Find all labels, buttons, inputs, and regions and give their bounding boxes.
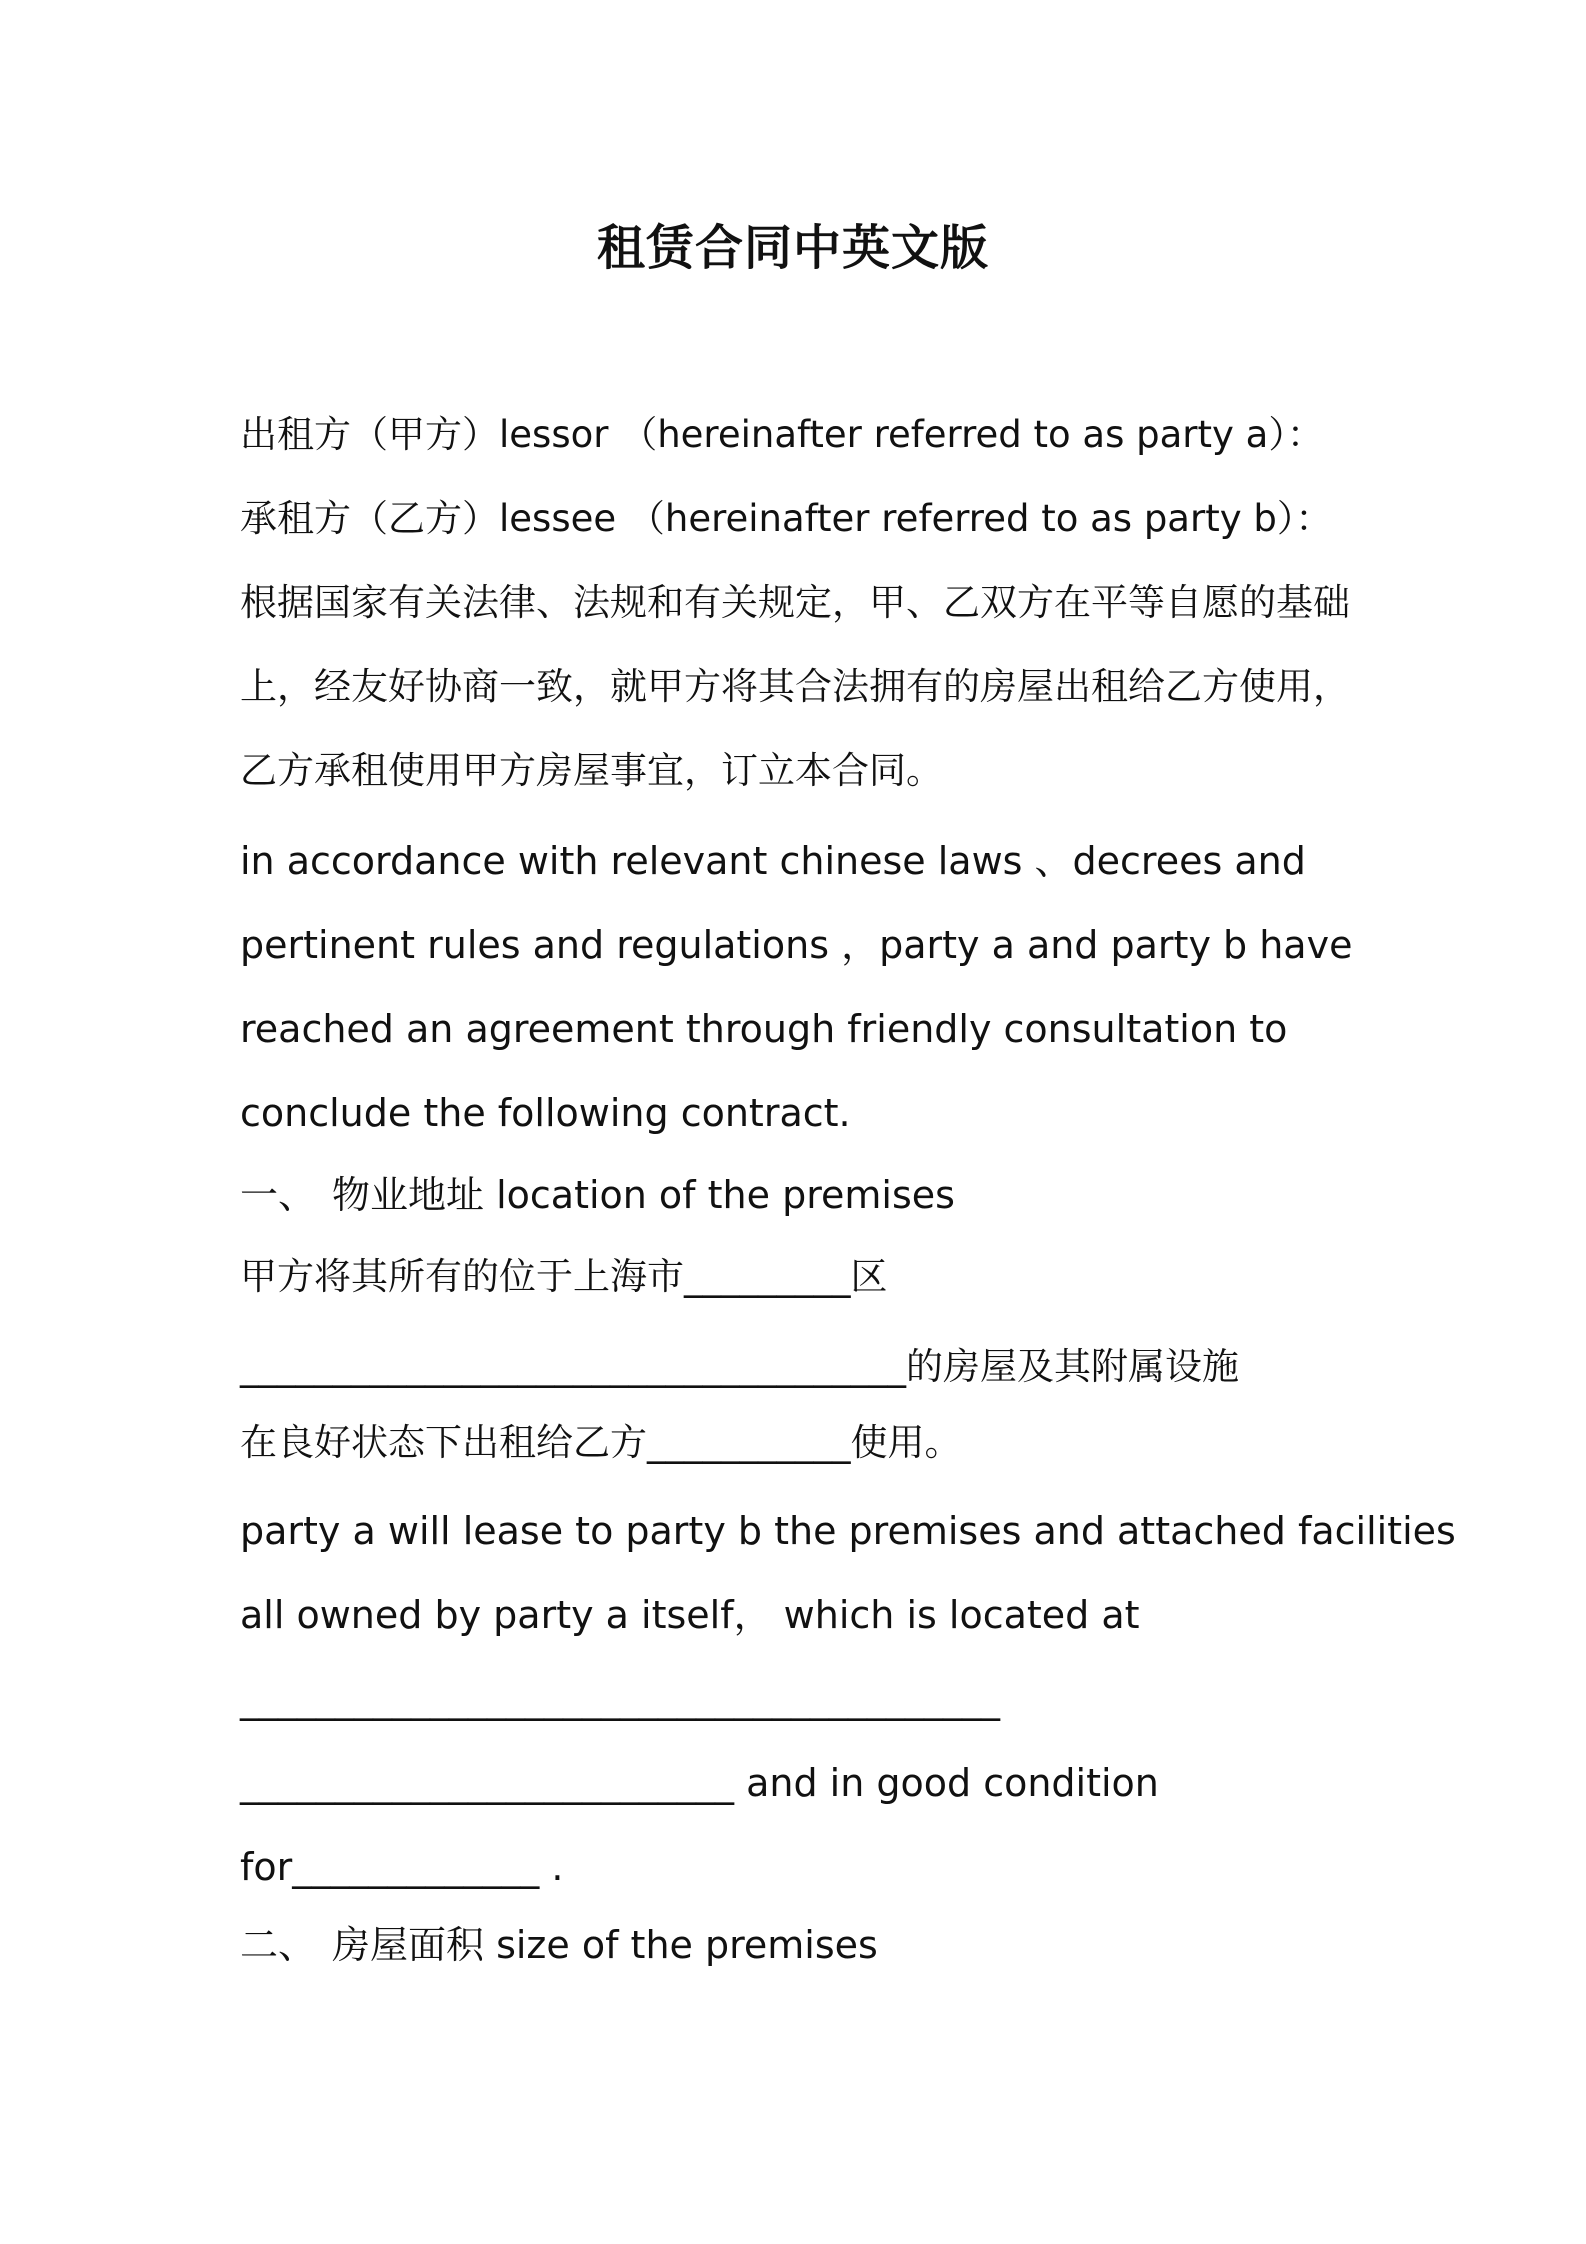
section-number: 一、 <box>240 1173 317 1217</box>
clause-1-en-line-4: __________________________ and in good condition <box>240 1761 1159 1805</box>
clause-1-cn-line-3: 在良好状态下出租给乙方___________使用。 <box>240 1421 962 1464</box>
preamble-cn-line-2: 上，经友好协商一致，就甲方将其合法拥有的房屋出租给乙方使用， <box>240 665 1350 708</box>
document-title: 租赁合同中英文版 <box>596 220 989 276</box>
clause-1-en-line-2: all owned by party a itself， which is located at <box>240 1593 1140 1637</box>
preamble-en-line-4: conclude the following contract. <box>240 1091 851 1135</box>
clause-1-cn-line-1: 甲方将其所有的位于上海市_________区 <box>240 1255 888 1298</box>
lessor-line: 出租方（甲方）lessor （hereinafter referred to as party a）： <box>240 413 1324 456</box>
clause-1-en-line-3: ________________________________________ <box>240 1677 1000 1721</box>
section-heading-2 <box>240 1917 878 1973</box>
section-number: 二、 <box>240 1923 317 1967</box>
preamble-en-line-3: reached an agreement through friendly consultation to <box>240 1007 1288 1051</box>
preamble-cn-line-3: 乙方承租使用甲方房屋事宜，订立本合同。 <box>240 749 943 792</box>
clause-1-en-line-1: party a will lease to party b the premises and attached facilities <box>240 1509 1456 1553</box>
preamble-en-line-1: in accordance with relevant chinese laws 、decrees and <box>240 839 1306 883</box>
preamble-cn-line-1: 根据国家有关法律、法规和有关规定，甲、乙双方在平等自愿的基础 <box>240 581 1350 624</box>
section-title: 房屋面积 size of the premises <box>332 1923 878 1967</box>
clause-1-en-line-5: for_____________ . <box>240 1845 564 1889</box>
clause-1-cn-line-2: ____________________________________的房屋及其附属设施 <box>240 1345 1239 1388</box>
preamble-en-line-2: pertinent rules and regulations ，party a and party b have <box>240 923 1353 967</box>
lessee-line: 承租方（乙方）lessee （hereinafter referred to as party b）： <box>240 497 1333 540</box>
section-heading-1 <box>240 1167 955 1223</box>
section-title: 物业地址 location of the premises <box>332 1173 955 1217</box>
